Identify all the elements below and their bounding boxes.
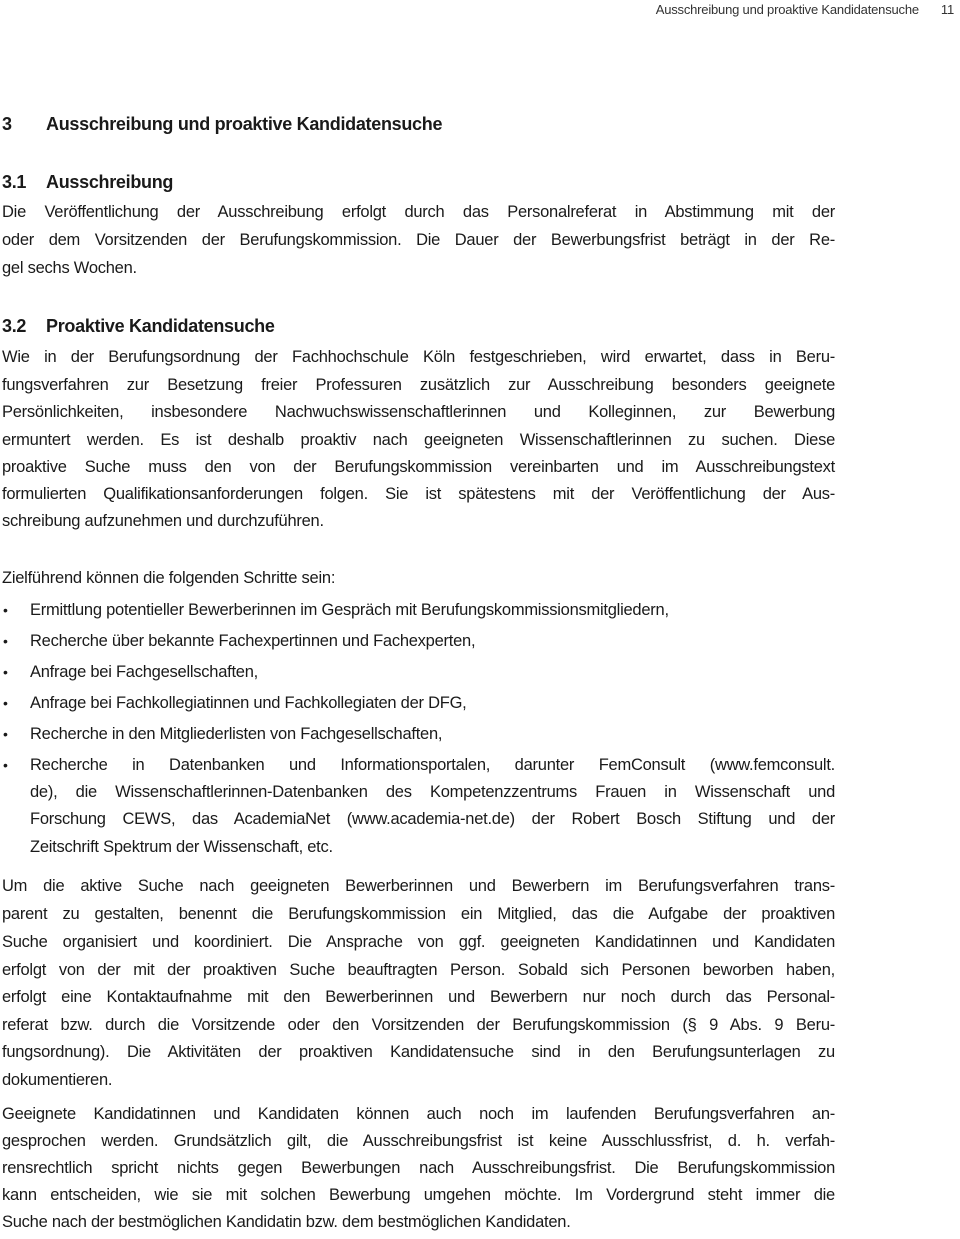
paragraph-line: gel sechs Wochen.: [2, 259, 137, 277]
paragraph-line: Suche nach der bestmöglichen Kandidatin bzw. dem bestmöglichen Kandidaten.: [2, 1213, 571, 1231]
bullet-icon: •: [3, 757, 8, 773]
list-item: Recherche über bekannte Fachexpertinnen und Fachexperten,: [30, 632, 476, 650]
paragraph-line: Geeignete Kandidatinnen und Kandidaten können auch noch im laufenden Berufungsverfahren an-: [2, 1105, 835, 1123]
paragraph-line: fungsverfahren zur Besetzung freier Professuren zusätzlich zur Ausschreibung besonders geeignete: [2, 376, 835, 394]
section-heading-3-2: [2, 314, 275, 338]
section-title: Proaktive Kandidatensuche: [46, 316, 275, 336]
paragraph-line: proaktive Suche muss den von der Berufungskommission vereinbarten und im Ausschreibungstext: [2, 458, 835, 476]
paragraph-line: dokumentieren.: [2, 1071, 113, 1089]
paragraph-line: Persönlichkeiten, insbesondere Nachwuchswissenschaftlerinnen und Kolleginnen, zur Bewerbung: [2, 403, 835, 421]
paragraph-line: parent zu gestalten, benennt die Berufungskommission ein Mitglied, das die Aufgabe der proaktiven: [2, 905, 835, 923]
paragraph-line: fungsordnung). Die Aktivitäten der proaktiven Kandidatensuche sind in den Berufungsunterlagen zu: [2, 1043, 835, 1061]
bullet-icon: •: [3, 726, 8, 742]
list-item: de), die Wissenschaftlerinnen-Datenbanken des Kompetenzzentrums Frauen in Wissenschaft und: [30, 783, 835, 801]
section-title: Ausschreibung: [46, 172, 174, 192]
running-header: [656, 0, 954, 20]
section-heading-3-1: [2, 170, 173, 194]
paragraph-line: kann entscheiden, wie sie mit solchen Bewerbung umgehen möchte. Im Vordergrund steht immer die: [2, 1186, 835, 1204]
running-header-title: Ausschreibung und proaktive Kandidatensuche: [655, 2, 919, 17]
paragraph-line: ermuntert werden. Es ist deshalb proaktiv nach geeigneten Wissenschaftlerinnen zu suchen. Diese: [2, 431, 835, 449]
list-item: Zeitschrift Spektrum der Wissenschaft, etc.: [30, 838, 333, 856]
list-item: Anfrage bei Fachgesellschaften,: [30, 663, 258, 681]
chapter-title: Ausschreibung und proaktive Kandidatensuche: [46, 114, 443, 134]
paragraph-line: Wie in der Berufungsordnung der Fachhochschule Köln festgeschrieben, wird erwartet, dass in Beru-: [2, 348, 835, 366]
chapter-number: 3: [2, 114, 12, 134]
paragraph-line: Um die aktive Suche nach geeigneten Bewerberinnen und Bewerbern im Berufungsverfahren trans-: [2, 877, 835, 895]
chapter-heading: [2, 112, 442, 136]
paragraph-line: oder dem Vorsitzenden der Berufungskommission. Die Dauer der Bewerbungsfrist beträgt in der Re-: [2, 231, 835, 249]
paragraph-line: Suche organisiert und koordiniert. Die Ansprache von ggf. geeigneten Kandidatinnen und Kandidaten: [2, 933, 835, 951]
list-item: Forschung CEWS, das AcademiaNet (www.academia-net.de) der Robert Bosch Stiftung und der: [30, 810, 835, 828]
bullet-icon: •: [3, 633, 8, 649]
paragraph-line: schreibung aufzunehmen und durchzuführen.: [2, 512, 324, 530]
paragraph-line: formulierten Qualifikationsanforderungen folgen. Sie ist spätestens mit der Veröffentlichung der Aus-: [2, 485, 835, 503]
paragraph-line: rensrechtlich spricht nichts gegen Bewerbungen nach Ausschreibungsfrist. Die Berufungskommission: [2, 1159, 835, 1177]
section-number: 3.1: [2, 172, 27, 192]
list-item: Recherche in Datenbanken und Informationsportalen, darunter FemConsult (www.femconsult.: [30, 756, 835, 774]
section-number: 3.2: [2, 316, 27, 336]
paragraph-line: referat bzw. durch die Vorsitzende oder den Vorsitzenden der Berufungskommission (§ 9 Abs. 9 Beru-: [2, 1016, 835, 1034]
page-number: 11: [940, 2, 954, 17]
bullet-icon: •: [3, 664, 8, 680]
paragraph-line: gesprochen werden. Grundsätzlich gilt, die Ausschreibungsfrist ist keine Ausschlussfrist, d. h. verfah-: [2, 1132, 835, 1150]
list-item: Recherche in den Mitgliederlisten von Fachgesellschaften,: [30, 725, 443, 743]
paragraph-line: erfolgt eine Kontaktaufnahme mit den Bewerberinnen und Bewerbern nur noch durch das Personal-: [2, 988, 835, 1006]
paragraph-line: erfolgt von der mit der proaktiven Suche beauftragten Person. Sobald sich Personen beworben haben,: [2, 961, 835, 979]
bullet-icon: •: [3, 695, 8, 711]
list-intro: Zielführend können die folgenden Schritte sein:: [2, 569, 336, 587]
list-item: Ermittlung potentieller Bewerberinnen im Gespräch mit Berufungskommissionsmitgliedern,: [30, 601, 669, 619]
paragraph-line: Die Veröffentlichung der Ausschreibung erfolgt durch das Personalreferat in Abstimmung mit der: [2, 203, 835, 221]
bullet-icon: •: [3, 602, 8, 618]
list-item: Anfrage bei Fachkollegiatinnen und Fachkollegiaten der DFG,: [30, 694, 467, 712]
